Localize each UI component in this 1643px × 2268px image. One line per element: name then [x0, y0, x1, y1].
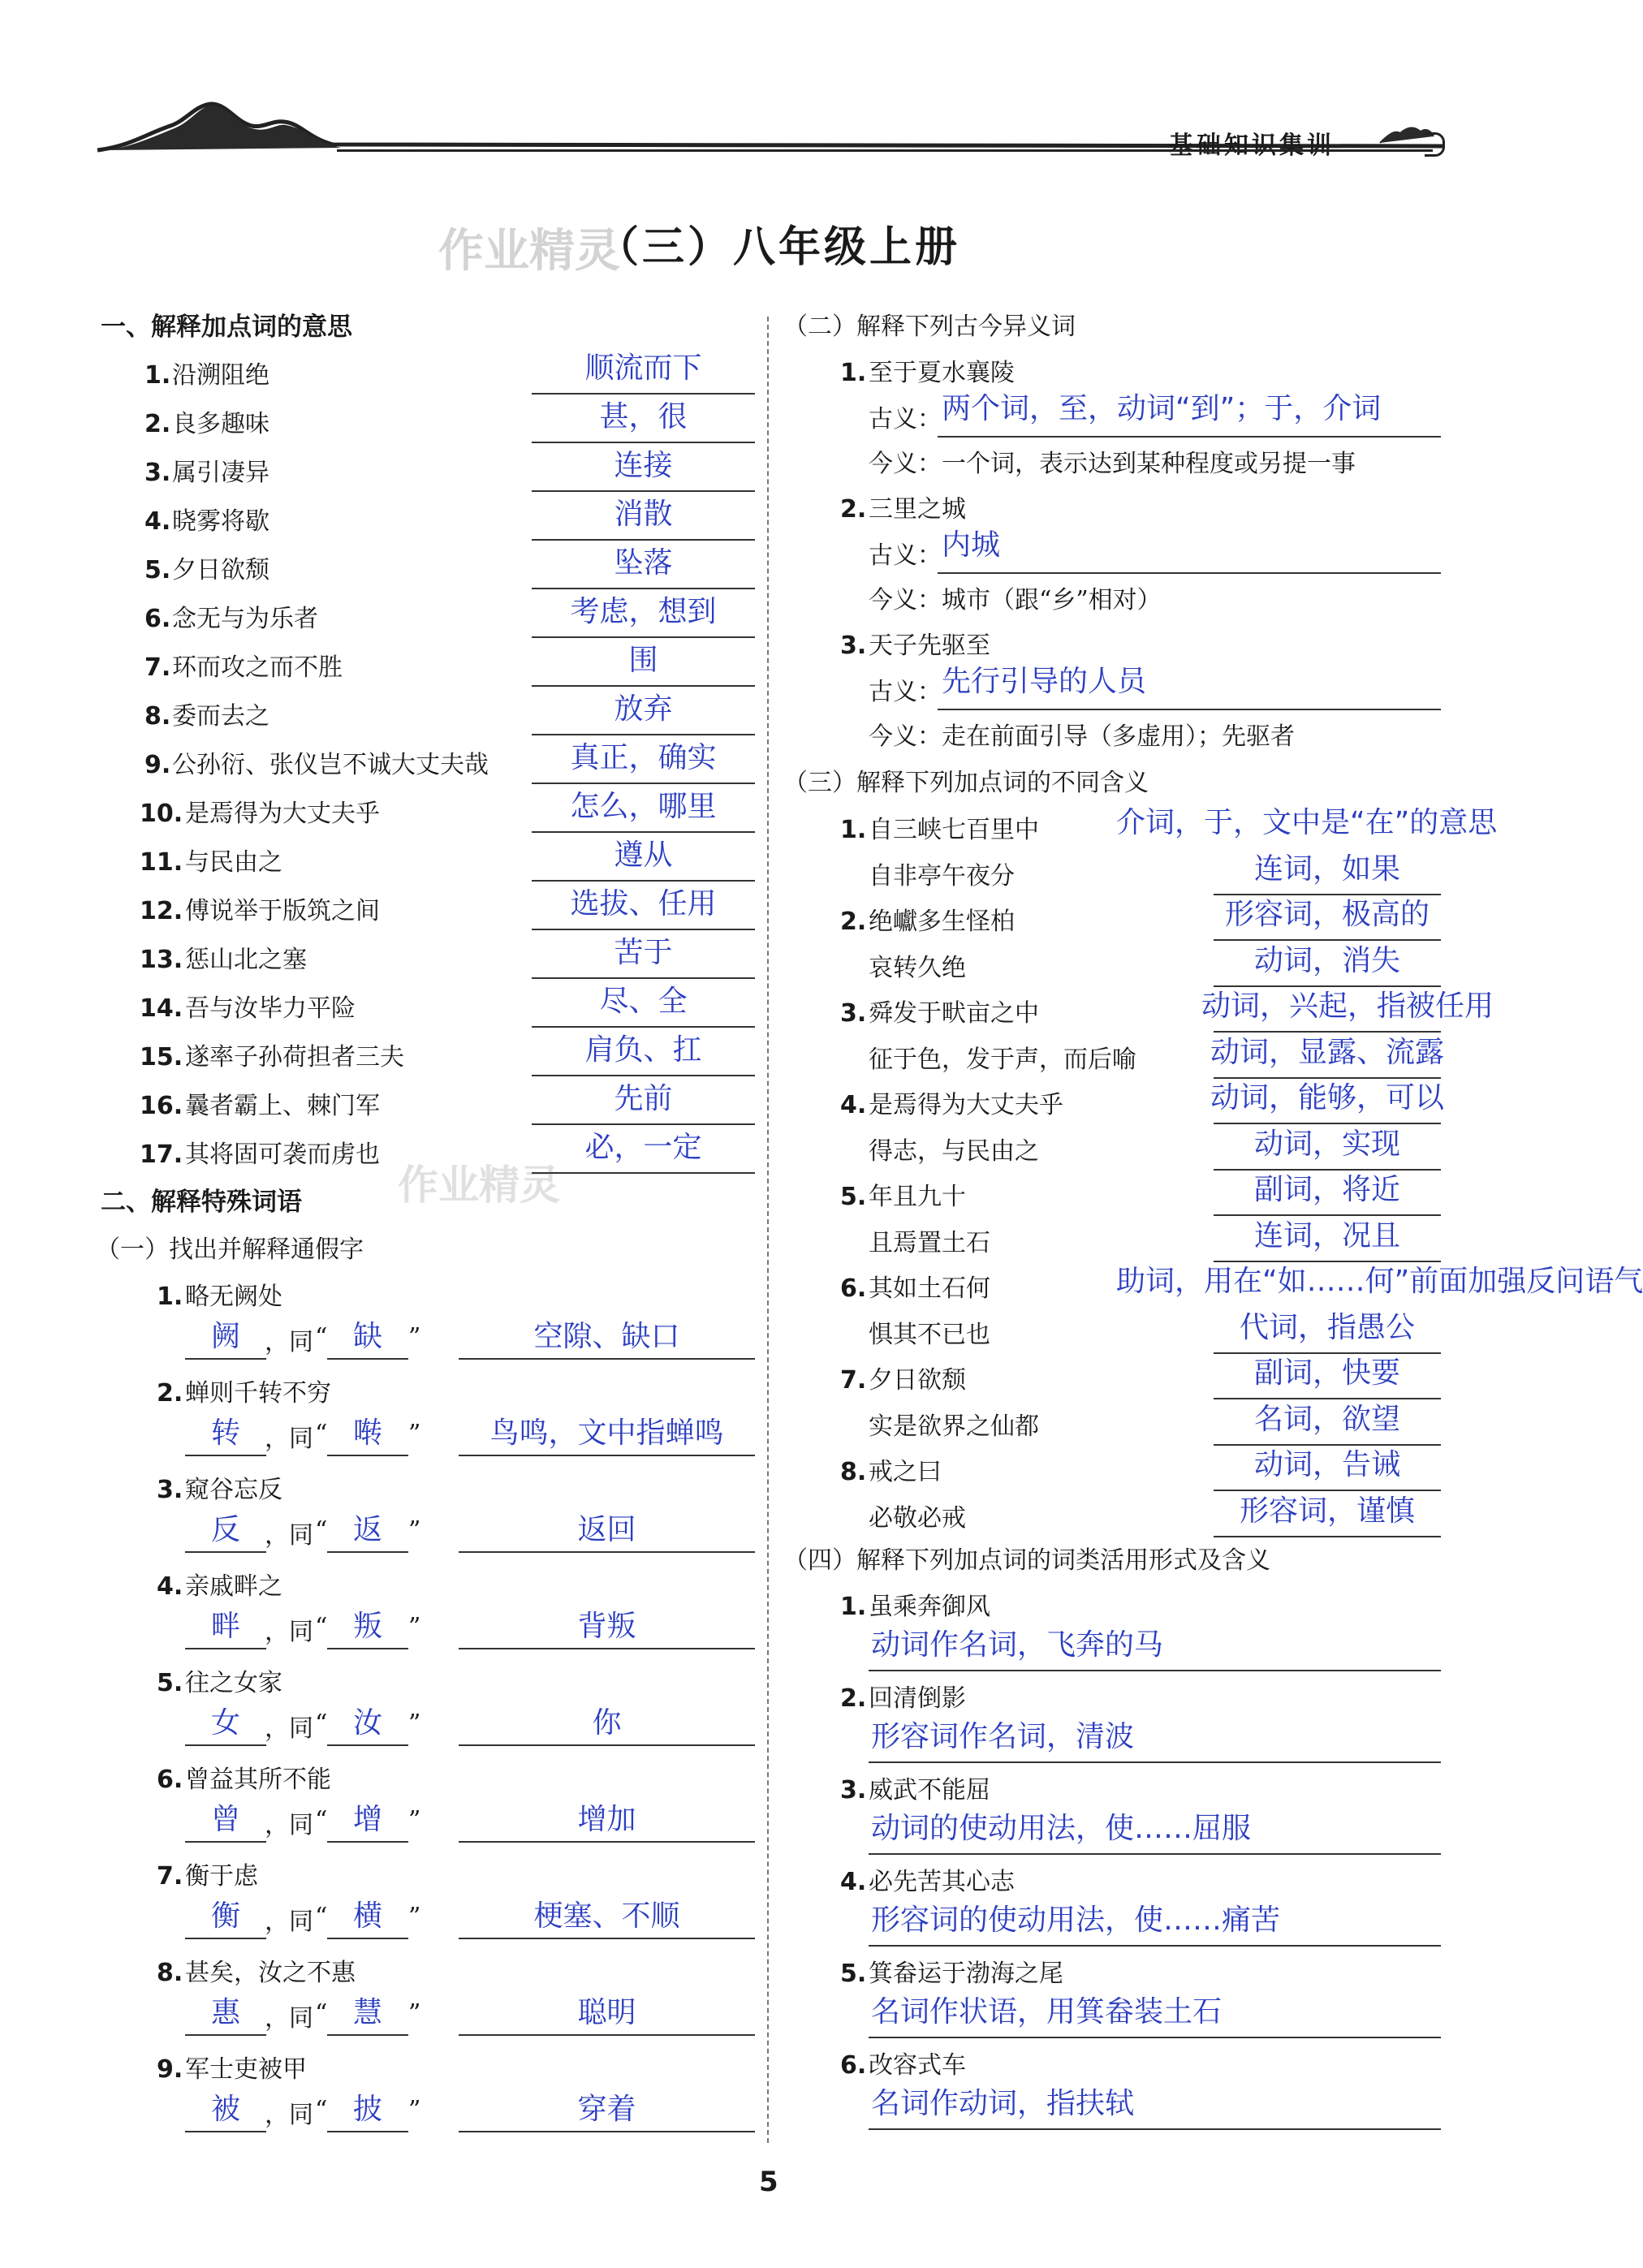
item-answer: 真正，确实	[570, 741, 717, 774]
answer-line	[869, 1761, 1441, 1763]
item-number: 4.	[840, 1091, 867, 1119]
answer-line	[532, 783, 755, 784]
item-question: 遂率子孙荷担者三夫	[185, 1043, 404, 1071]
answer-line	[327, 1841, 408, 1843]
tongjia-char: 畔	[210, 1610, 240, 1643]
original-char: 缺	[352, 1320, 382, 1353]
item-number: 3.	[157, 1476, 183, 1504]
item-question: 略无阙处	[185, 1283, 282, 1311]
item-answer: 动词，实现	[1253, 1127, 1400, 1161]
item-number: 6.	[157, 1766, 183, 1794]
answer-line	[327, 1938, 408, 1939]
item-number: 2.	[840, 495, 867, 524]
item-answer: 动词，消失	[1253, 943, 1400, 977]
answer-line	[459, 1648, 755, 1649]
item-question: 是焉得为大丈夫乎	[185, 800, 380, 828]
meaning-answer: 返回	[577, 1513, 636, 1546]
open-quote: “	[315, 1613, 328, 1641]
item-question: 绝巘多生怪柏	[869, 908, 1015, 936]
item-number: 8.	[144, 702, 171, 731]
item-question: 虽乘奔御风	[869, 1593, 990, 1621]
close-quote: ”	[408, 1516, 421, 1545]
item-number: 12.	[140, 897, 183, 925]
item-number: 3.	[840, 1776, 867, 1804]
answer-line	[1214, 1031, 1441, 1033]
item-question: 夕日欲颓	[869, 1366, 966, 1395]
gu-answer: 内城	[942, 528, 1001, 562]
column-divider	[767, 317, 769, 2143]
original-char: 啭	[352, 1416, 382, 1450]
jin-meaning: 城市（跟“乡”相对）	[942, 586, 1162, 614]
answer-line	[1214, 985, 1441, 987]
open-quote: “	[315, 1999, 328, 2028]
item-number: 8.	[840, 1458, 867, 1486]
same-as-label: ，同	[265, 2101, 313, 2129]
item-question: 征于色，发于声，而后喻	[869, 1045, 1136, 1074]
answer-line	[532, 1026, 755, 1028]
answer-line	[1214, 1077, 1441, 1079]
answer-line	[459, 2034, 755, 2036]
item-number: 2.	[144, 410, 171, 438]
item-answer: 尽、全	[599, 985, 688, 1018]
item-number: 4.	[840, 1868, 867, 1896]
open-quote: “	[315, 1420, 328, 1448]
page-title: （三）八年级上册	[597, 223, 961, 272]
item-question: 得志，与民由之	[869, 1136, 1039, 1166]
answer-line	[185, 2131, 266, 2132]
subsection-heading: （二）解释下列古今异义词	[783, 313, 1076, 341]
answer-line	[1214, 939, 1441, 941]
item-question: 属引凄异	[172, 459, 270, 487]
item-number: 14.	[140, 994, 183, 1023]
answer-line	[327, 1358, 408, 1360]
item-number: 5.	[144, 556, 171, 584]
item-number: 2.	[157, 1379, 183, 1408]
item-question: 必敬必戒	[869, 1503, 966, 1533]
original-char: 慧	[352, 1996, 382, 2029]
item-number: 1.	[840, 1593, 867, 1621]
answer-line	[185, 2034, 266, 2036]
watermark: 作业精灵	[438, 225, 620, 278]
answer-line	[327, 1744, 408, 1746]
meaning-answer: 你	[592, 1706, 622, 1740]
open-quote: “	[315, 1710, 328, 1738]
jin-label: 今义：	[869, 722, 942, 751]
meaning-answer: 增加	[577, 1803, 636, 1836]
item-question: 夕日欲颓	[172, 556, 270, 584]
answer-line	[1214, 1214, 1441, 1216]
answer-line	[869, 2037, 1441, 2038]
item-question: 必先苦其心志	[869, 1868, 1015, 1896]
tongjia-char: 曾	[210, 1803, 240, 1836]
answer-line	[327, 2034, 408, 2036]
item-number: 5.	[157, 1669, 183, 1697]
item-answer: 动词，显露、流露	[1210, 1035, 1444, 1069]
close-quote: ”	[408, 2096, 421, 2124]
item-question: 沿溯阻绝	[172, 361, 270, 390]
tongjia-char: 惠	[210, 1996, 240, 2029]
answer-line	[1214, 1169, 1441, 1171]
tongjia-char: 女	[210, 1706, 240, 1740]
jin-meaning: 走在前面引导（多虚用）；先驱者	[942, 722, 1295, 751]
item-answer: 形容词，极高的	[1224, 898, 1430, 931]
item-number: 6.	[840, 1274, 867, 1303]
answer-line	[532, 636, 755, 638]
item-number: 4.	[144, 507, 171, 536]
header-label: 基础知识集训	[1169, 132, 1335, 160]
item-question: 且焉置土石	[869, 1228, 990, 1257]
item-answer: 考虑，想到	[570, 595, 717, 628]
item-answer: 肩负、扛	[584, 1033, 702, 1067]
open-quote: “	[315, 1806, 328, 1835]
answer-line	[327, 1551, 408, 1553]
item-number: 9.	[157, 2055, 183, 2084]
answer-line	[938, 436, 1441, 438]
item-answer: 遵从	[614, 839, 673, 872]
tongjia-char: 反	[210, 1513, 240, 1546]
jin-label: 今义：	[869, 450, 942, 478]
tongjia-char: 阙	[210, 1320, 240, 1353]
item-question: 与民由之	[185, 848, 282, 877]
subsection-heading: （三）解释下列加点词的不同含义	[783, 769, 1149, 797]
item-question: 其将固可袭而虏也	[185, 1140, 380, 1169]
item-number: 17.	[140, 1140, 183, 1169]
section-heading: 二、解释特殊词语	[101, 1188, 302, 1217]
item-question: 甚矣，汝之不惠	[185, 1959, 356, 1987]
answer-line	[532, 1075, 755, 1076]
item-number: 4.	[157, 1572, 183, 1601]
item-question: 公孙衍、张仪岂不诚大丈夫哉	[172, 751, 489, 779]
answer-line	[1214, 1536, 1441, 1537]
answer-line	[1214, 1444, 1441, 1446]
item-number: 5.	[840, 1183, 867, 1211]
item-number: 1.	[840, 359, 867, 387]
item-number: 1.	[144, 361, 171, 390]
item-answer: 连接	[614, 449, 673, 482]
close-quote: ”	[408, 1999, 421, 2028]
meaning-answer: 梗塞、不顺	[533, 1899, 680, 1933]
item-number: 7.	[157, 1862, 183, 1891]
jin-meaning: 一个词，表示达到某种程度或另提一事	[942, 450, 1356, 478]
section-heading: 一、解释加点词的意思	[101, 313, 352, 342]
watermark: 作业精灵	[398, 1162, 560, 1209]
item-answer: 甚，很	[599, 400, 688, 433]
item-question: 曾益其所不能	[185, 1766, 331, 1794]
item-question: 良多趣味	[172, 410, 270, 438]
original-char: 披	[352, 2093, 382, 2126]
item-number: 13.	[140, 946, 183, 974]
tongjia-char: 被	[210, 2093, 240, 2126]
open-quote: “	[315, 1903, 328, 1931]
answer-line	[532, 1123, 755, 1125]
item-question: 舜发于畎亩之中	[869, 999, 1039, 1028]
answer-line	[869, 1670, 1441, 1671]
answer-line	[459, 2131, 755, 2132]
item-answer: 动词作名词，飞奔的马	[871, 1628, 1164, 1662]
item-question: 威武不能屈	[869, 1776, 990, 1804]
item-question: 天子先驱至	[869, 632, 990, 660]
close-quote: ”	[408, 1613, 421, 1641]
answer-line	[532, 977, 755, 979]
answer-line	[532, 393, 755, 395]
answer-line	[1214, 1490, 1441, 1491]
item-question: 哀转久绝	[869, 953, 966, 982]
same-as-label: ，同	[265, 1425, 313, 1453]
item-question: 箕畚运于渤海之尾	[869, 1960, 1063, 1988]
answer-line	[869, 1853, 1441, 1855]
item-answer: 形容词，谨慎	[1239, 1494, 1415, 1528]
item-question: 其如土石何	[869, 1274, 990, 1303]
close-quote: ”	[408, 1903, 421, 1931]
item-question: 是焉得为大丈夫乎	[869, 1091, 1063, 1119]
item-answer: 围	[628, 644, 658, 677]
item-question: 窥谷忘反	[185, 1476, 282, 1504]
item-question: 委而去之	[172, 702, 270, 731]
item-number: 7.	[840, 1366, 867, 1395]
item-answer: 放弃	[614, 692, 673, 726]
item-answer: 顺流而下	[584, 351, 702, 385]
same-as-label: ，同	[265, 1714, 313, 1743]
item-question: 环而攻之而不胜	[172, 653, 343, 682]
item-question: 实是欲界之仙都	[869, 1412, 1039, 1441]
answer-line	[1214, 894, 1441, 895]
answer-line	[459, 1938, 755, 1939]
answer-line	[459, 1358, 755, 1360]
item-answer: 先前	[614, 1082, 673, 1115]
item-question: 亲戚畔之	[185, 1572, 282, 1601]
item-number: 15.	[140, 1043, 183, 1071]
item-question: 自非亭午夜分	[869, 861, 1015, 890]
item-number: 8.	[157, 1959, 183, 1987]
item-question: 改容式车	[869, 2051, 966, 2080]
item-number: 6.	[144, 605, 171, 633]
subsection-heading: （一）找出并解释通假字	[96, 1235, 364, 1264]
item-question: 惧其不已也	[869, 1320, 990, 1349]
open-quote: “	[315, 1516, 328, 1545]
item-number: 11.	[140, 848, 183, 877]
answer-line	[327, 2131, 408, 2132]
gu-answer: 先行引导的人员	[942, 665, 1147, 698]
answer-line	[459, 1841, 755, 1843]
close-quote: ”	[408, 1710, 421, 1738]
close-quote: ”	[408, 1323, 421, 1352]
item-question: 惩山北之塞	[185, 946, 307, 974]
item-number: 10.	[140, 800, 183, 828]
answer-line	[532, 442, 755, 443]
item-question: 自三峡七百里中	[869, 816, 1039, 844]
item-number: 5.	[840, 1960, 867, 1988]
answer-line	[185, 1648, 266, 1649]
item-answer: 消散	[614, 498, 673, 531]
answer-line	[532, 588, 755, 589]
answer-line	[532, 685, 755, 687]
item-question: 戒之曰	[869, 1458, 942, 1486]
item-number: 16.	[140, 1092, 183, 1120]
answer-line	[869, 2128, 1441, 2130]
item-question: 晓雾将歇	[172, 507, 270, 536]
answer-line	[185, 1744, 266, 1746]
item-answer: 动词，能够，可以	[1210, 1081, 1444, 1115]
item-number: 9.	[144, 751, 171, 779]
close-quote: ”	[408, 1806, 421, 1835]
original-char: 叛	[352, 1610, 382, 1643]
item-question: 回清倒影	[869, 1684, 966, 1713]
item-number: 6.	[840, 2051, 867, 2080]
same-as-label: ，同	[265, 1618, 313, 1646]
item-answer: 苦于	[614, 936, 673, 969]
item-number: 3.	[840, 999, 867, 1028]
answer-line	[1214, 1352, 1441, 1354]
item-question: 年且九十	[869, 1183, 966, 1211]
item-question: 往之女家	[185, 1669, 282, 1697]
item-question: 傅说举于版筑之间	[185, 897, 380, 925]
answer-line	[185, 1358, 266, 1360]
answer-line	[532, 880, 755, 882]
answer-line	[1214, 1123, 1441, 1124]
gu-label: 古义：	[869, 405, 942, 433]
gu-answer: 两个词，至，动词“到”；于，介词	[942, 392, 1382, 425]
item-answer: 怎么，哪里	[570, 790, 717, 823]
answer-line	[532, 539, 755, 541]
answer-line	[1214, 1398, 1441, 1399]
header-bracket	[1425, 132, 1445, 157]
item-answer: 助词，用在“如……何”前面加强反问语气	[1116, 1265, 1643, 1298]
item-number: 1.	[157, 1283, 183, 1311]
item-answer: 名词作动词，指扶轼	[871, 2087, 1135, 2120]
answer-line	[938, 709, 1441, 710]
header-rule	[337, 149, 1433, 152]
jin-label: 今义：	[869, 586, 942, 614]
answer-line	[532, 831, 755, 833]
original-char: 汝	[352, 1706, 382, 1740]
answer-line	[185, 1551, 266, 1553]
answer-line	[185, 1841, 266, 1843]
answer-line	[459, 1744, 755, 1746]
same-as-label: ，同	[265, 1908, 313, 1936]
item-answer: 动词，兴起，指被任用	[1201, 990, 1494, 1023]
same-as-label: ，同	[265, 2004, 313, 2033]
open-quote: “	[315, 2096, 328, 2124]
item-answer: 坠落	[614, 546, 673, 580]
meaning-answer: 穿着	[577, 2093, 636, 2126]
item-answer: 代词，指愚公	[1239, 1310, 1415, 1344]
meaning-answer: 聪明	[577, 1996, 636, 2029]
tongjia-char: 转	[210, 1416, 240, 1450]
answer-line	[869, 1945, 1441, 1947]
item-answer: 连词，况且	[1253, 1218, 1400, 1253]
answer-line	[185, 1455, 266, 1456]
same-as-label: ，同	[265, 1521, 313, 1550]
answer-line	[532, 929, 755, 930]
original-char: 横	[352, 1899, 382, 1933]
item-answer: 名词，欲望	[1253, 1402, 1400, 1436]
subsection-heading: （四）解释下列加点词的词类活用形式及含义	[783, 1546, 1270, 1575]
meaning-answer: 鸟鸣，文中指蝉鸣	[489, 1416, 724, 1450]
gu-label: 古义：	[869, 541, 942, 570]
answer-line	[532, 490, 755, 492]
answer-line	[532, 1172, 755, 1174]
item-answer: 副词，将近	[1253, 1173, 1400, 1206]
meaning-answer: 空隙、缺口	[533, 1320, 680, 1353]
page-number: 5	[759, 2166, 778, 2198]
answer-line	[532, 734, 755, 735]
answer-line	[459, 1455, 755, 1456]
item-question: 曩者霸上、棘门军	[185, 1092, 380, 1120]
answer-line	[459, 1551, 755, 1553]
item-question: 三里之城	[869, 495, 966, 524]
item-answer: 动词的使动用法，使……屈服	[871, 1812, 1252, 1845]
answer-line	[1214, 1261, 1441, 1262]
item-number: 3.	[144, 459, 171, 487]
open-quote: “	[315, 1323, 328, 1352]
item-question: 蝉则千转不穷	[185, 1379, 331, 1408]
item-number: 2.	[840, 1684, 867, 1713]
item-question: 衡于虑	[185, 1862, 258, 1891]
item-answer: 连词，如果	[1253, 852, 1400, 886]
item-answer: 形容词作名词，清波	[871, 1720, 1135, 1753]
original-char: 增	[352, 1803, 382, 1836]
item-question: 军士吏被甲	[185, 2055, 307, 2084]
same-as-label: ，同	[265, 1811, 313, 1839]
close-quote: ”	[408, 1420, 421, 1448]
gu-label: 古义：	[869, 678, 942, 706]
answer-line	[327, 1648, 408, 1649]
item-answer: 选拔、任用	[570, 887, 717, 921]
item-answer: 必，一定	[584, 1131, 702, 1164]
item-number: 7.	[144, 653, 171, 682]
item-question: 念无与为乐者	[172, 605, 318, 633]
item-answer: 副词，快要	[1253, 1356, 1400, 1390]
item-question: 吾与汝毕力平险	[185, 994, 356, 1023]
item-answer: 动词，告诫	[1253, 1448, 1400, 1481]
item-number: 2.	[840, 908, 867, 936]
answer-line	[327, 1455, 408, 1456]
item-answer: 形容词的使动用法，使……痛苦	[871, 1904, 1281, 1937]
answer-line	[185, 1938, 266, 1939]
original-char: 返	[352, 1513, 382, 1546]
item-question: 至于夏水襄陵	[869, 359, 1015, 387]
item-number: 3.	[840, 632, 867, 660]
item-number: 1.	[840, 816, 867, 844]
same-as-label: ，同	[265, 1328, 313, 1356]
tongjia-char: 衡	[210, 1899, 240, 1933]
meaning-answer: 背叛	[577, 1610, 636, 1643]
item-answer: 名词作状语，用箕畚装土石	[871, 1995, 1223, 2029]
answer-line	[938, 572, 1441, 574]
item-answer: 介词，于，文中是“在”的意思	[1116, 806, 1498, 839]
